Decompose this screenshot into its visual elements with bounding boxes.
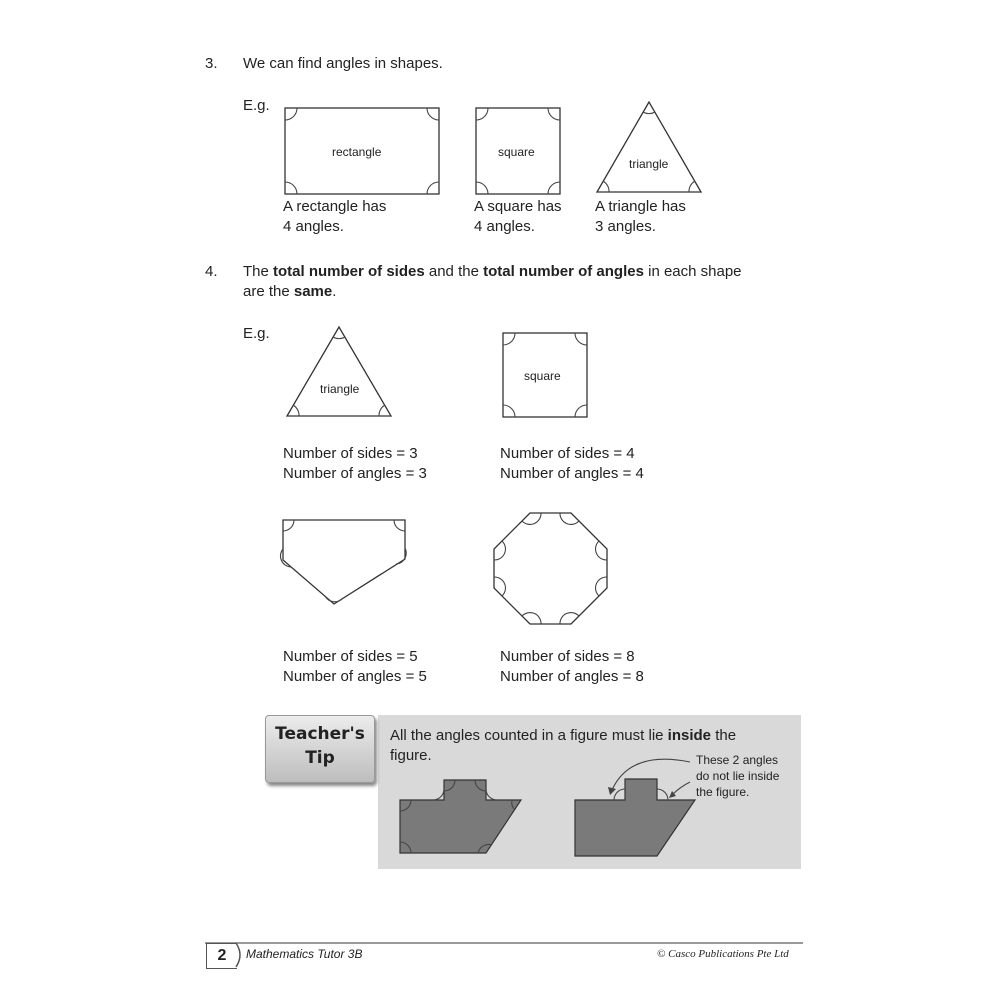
section-4-line-2-text-1: are the xyxy=(243,283,294,300)
section-3-intro: We can find angles in shapes. xyxy=(243,55,443,72)
section-4-line-1-text-1: The xyxy=(243,263,274,280)
section-4-line-1-bold-1: total number of sides xyxy=(273,263,425,280)
octagon-angles: Number of angles = 8 xyxy=(500,668,644,685)
page-number: 2 xyxy=(206,943,237,969)
section-4-line-2-text-2: . xyxy=(332,283,337,300)
square-label-2: square xyxy=(524,369,561,383)
square-angles: Number of angles = 4 xyxy=(500,465,644,482)
teachers-tip-note-line-3: the figure. xyxy=(696,785,750,799)
triangle-sides: Number of sides = 3 xyxy=(283,445,418,462)
teachers-tip-note-line-1: These 2 angles xyxy=(696,753,779,767)
square-caption-2: 4 angles. xyxy=(474,218,535,235)
rectangle-caption-2: 4 angles. xyxy=(283,218,344,235)
pentagon-sides: Number of sides = 5 xyxy=(283,648,418,665)
section-4-line-1-text-2: and the xyxy=(424,263,484,280)
square-sides: Number of sides = 4 xyxy=(500,445,635,462)
section-4-number: 4. xyxy=(205,263,218,280)
teachers-tip-badge-line-1: Teacher's xyxy=(275,724,365,744)
rectangle-caption-1: A rectangle has xyxy=(283,198,387,215)
section-4-eg: E.g. xyxy=(243,325,270,342)
copyright: © Casco Publications Pte Ltd xyxy=(657,948,789,960)
teachers-tip-text-2: the xyxy=(711,727,737,744)
square-caption-1: A square has xyxy=(474,198,562,215)
section-4-line-1-bold-2: total number of angles xyxy=(483,263,644,280)
teachers-tip-badge-line-2: Tip xyxy=(305,748,335,768)
triangle-caption-2: 3 angles. xyxy=(595,218,656,235)
section-3-number: 3. xyxy=(205,55,218,72)
octagon-sides: Number of sides = 8 xyxy=(500,648,635,665)
square-label: square xyxy=(498,145,535,159)
rectangle-label: rectangle xyxy=(332,145,382,159)
teachers-tip-text-bold: inside xyxy=(667,727,712,744)
triangle-label-2: triangle xyxy=(320,382,360,396)
section-4-line-1-text-3: in each shape xyxy=(643,263,742,280)
teachers-tip-text-line-2: figure. xyxy=(390,747,432,764)
triangle-caption-1: A triangle has xyxy=(595,198,686,215)
triangle-label: triangle xyxy=(629,157,669,171)
book-title: Mathematics Tutor 3B xyxy=(246,947,363,961)
pentagon-angles: Number of angles = 5 xyxy=(283,668,427,685)
section-3-eg: E.g. xyxy=(243,97,270,114)
triangle-angles: Number of angles = 3 xyxy=(283,465,427,482)
section-4-line-2-bold: same xyxy=(293,283,333,300)
teachers-tip-note-line-2: do not lie inside xyxy=(696,769,780,783)
teachers-tip-text-1: All the angles counted in a figure must lie xyxy=(390,727,668,744)
